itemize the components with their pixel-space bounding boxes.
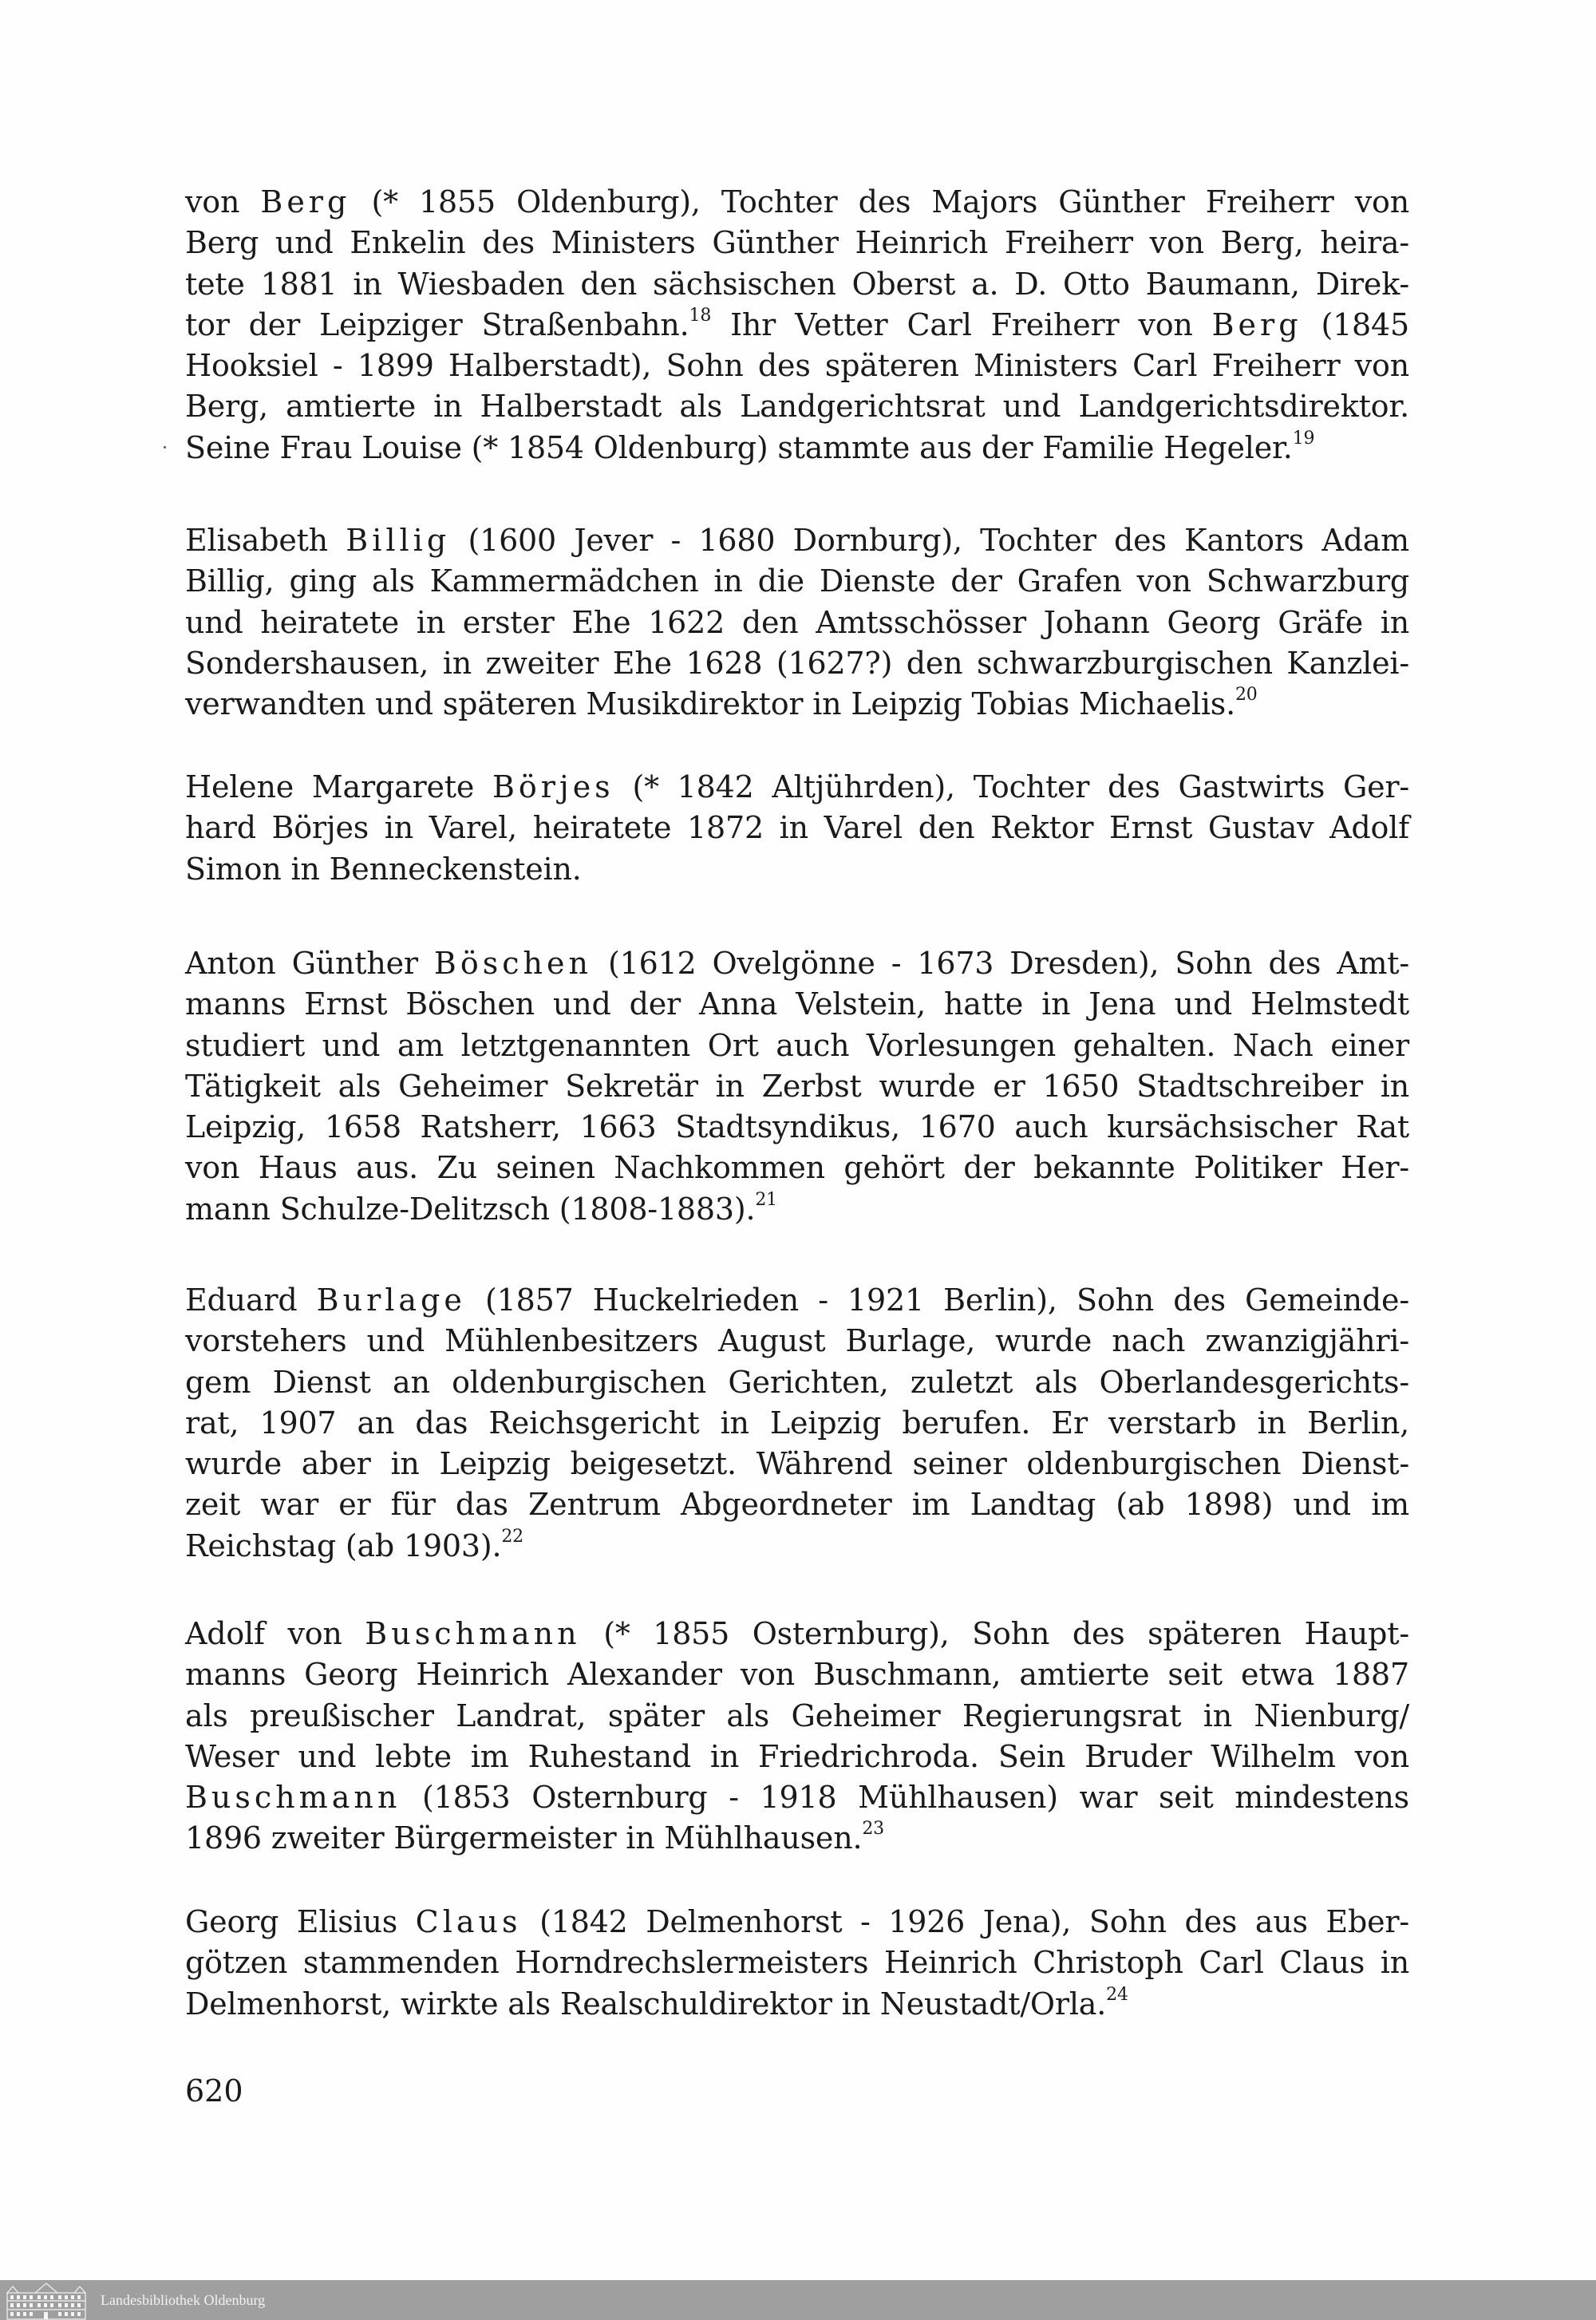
spaced-surname: Burlage: [316, 1283, 466, 1318]
text-line: Buschmann (1853 Osternburg - 1918 Mühlhausen) war seit mindestens: [185, 1780, 1409, 1816]
spaced-surname: Berg: [260, 184, 351, 219]
text-line: Berg und Enkelin des Ministers Günther Heinrich Freiherr von Berg, heira-: [185, 225, 1409, 261]
text-line: Tätigkeit als Geheimer Sekretär in Zerbst wurde er 1650 Stadtschreiber in: [185, 1068, 1409, 1104]
text-line: Berg, amtierte in Halberstadt als Landgerichtsrat und Landgerichtsdirektor.: [185, 389, 1409, 425]
text-line: manns Georg Heinrich Alexander von Buschmann, amtierte seit etwa 1887: [185, 1657, 1409, 1693]
text-line: Seine Frau Louise (* 1854 Oldenburg) stammte aus der Familie Hegeler.$^{19}$: [185, 428, 1315, 465]
entry-billig: [185, 520, 1409, 725]
text-line: Leipzig, 1658 Ratsherr, 1663 Stadtsyndikus, 1670 auch kursächsischer Rat: [185, 1109, 1409, 1145]
text-line: manns Ernst Böschen und der Anna Velstein, hatte in Jena und Helmstedt: [185, 986, 1409, 1022]
text-line: Simon in Benneckenstein.: [185, 851, 582, 887]
footnote-ref: 20: [1235, 685, 1258, 705]
spaced-surname: Billig: [346, 523, 451, 558]
text-line: Weser und lebte im Ruhestand in Friedrichroda. Sein Bruder Wilhelm von: [185, 1738, 1409, 1774]
text-line: tor der Leipziger Straßenbahn.$^{18}$ Ihr Vetter Carl Freiherr von Berg (1845: [185, 305, 1409, 342]
text-line: als preußischer Landrat, später als Geheimer Regierungsrat in Nienburg/: [185, 1698, 1409, 1733]
text-line: Elisabeth Billig (1600 Jever - 1680 Dornburg), Tochter des Kantors Adam: [185, 523, 1409, 558]
spaced-surname: Berg: [1211, 306, 1302, 342]
text-line: hard Börjes in Varel, heiratete 1872 in Varel den Rektor Ernst Gustav Adolf: [185, 810, 1409, 846]
page-number: 620: [185, 2073, 243, 2109]
text-line: von Haus aus. Zu seinen Nachkommen gehört der bekannte Politiker Her-: [185, 1150, 1409, 1186]
text-line: Delmenhorst, wirkte als Realschuldirektor in Neustadt/Orla.$^{24}$: [185, 1984, 1128, 2022]
entry-claus: [185, 1902, 1409, 2025]
spaced-surname: Buschmann: [365, 1616, 581, 1651]
text-line: Reichstag (ab 1903).$^{22}$: [185, 1526, 523, 1563]
text-line: verwandten und späteren Musikdirektor in Leipzig Tobias Michaelis.$^{20}$: [185, 685, 1258, 722]
scan-speck: [164, 446, 166, 449]
text-line: rat, 1907 an das Reichsgericht in Leipzig berufen. Er verstarb in Berlin,: [185, 1405, 1409, 1441]
footer-library-name: Landesbibliothek Oldenburg: [101, 2291, 266, 2308]
spaced-surname: Börjes: [492, 769, 614, 804]
text-line: zeit war er für das Zentrum Abgeordneter im Landtag (ab 1898) und im: [185, 1487, 1409, 1523]
footnote-ref: 23: [862, 1819, 884, 1840]
text-line: tete 1881 in Wiesbaden den sächsischen Oberst a. D. Otto Baumann, Direk-: [185, 266, 1409, 302]
entry-burlage: [185, 1280, 1409, 1567]
text-line: Georg Elisius Claus (1842 Delmenhorst - 1926 Jena), Sohn des aus Eber-: [185, 1904, 1409, 1939]
text-line: vorstehers und Mühlenbesitzers August Burlage, wurde nach zwanzigjähri-: [185, 1323, 1409, 1359]
text-line: Helene Margarete Börjes (* 1842 Altjührden), Tochter des Gastwirts Ger-: [185, 769, 1409, 804]
text-line: studiert und am letztgenannten Ort auch Vorlesungen gehalten. Nach einer: [185, 1027, 1409, 1063]
text-line: götzen stammenden Horndrechslermeisters Heinrich Christoph Carl Claus in: [185, 1945, 1409, 1981]
footnote-ref: 21: [755, 1189, 777, 1210]
text-line: und heiratete in erster Ehe 1622 den Amtsschösser Johann Georg Gräfe in: [185, 604, 1409, 640]
text-line: gem Dienst an oldenburgischen Gerichten, zuletzt als Oberlandesgerichts-: [185, 1364, 1409, 1400]
footnote-ref: 19: [1292, 428, 1315, 449]
text-line: Billig, ging als Kammermädchen in die Dienste der Grafen von Schwarzburg: [185, 563, 1409, 599]
text-line: von Berg (* 1855 Oldenburg), Tochter des Majors Günther Freiherr von: [185, 184, 1409, 219]
spaced-surname: Buschmann: [185, 1780, 401, 1816]
text-line: wurde aber in Leipzig beigesetzt. Während seiner oldenburgischen Dienst-: [185, 1446, 1409, 1482]
text-line: Anton Günther Böschen (1612 Ovelgönne - 1673 Dresden), Sohn des Amt-: [185, 946, 1409, 981]
spaced-surname: Claus: [415, 1904, 522, 1939]
entry-buschmann: [185, 1614, 1409, 1860]
library-building-icon: [5, 2282, 88, 2320]
text-line: Hooksiel - 1899 Halberstadt), Sohn des späteren Ministers Carl Freiherr von: [185, 348, 1409, 384]
entry-boerjes: [185, 767, 1409, 890]
footnote-ref: 18: [689, 305, 712, 326]
spaced-surname: Böschen: [433, 946, 592, 981]
footer-bar: [0, 2280, 1596, 2320]
footnote-ref: 24: [1106, 1984, 1128, 2005]
text-line: 1896 zweiter Bürgermeister in Mühlhausen.$^{23}$: [185, 1819, 884, 1856]
text-line: mann Schulze-Delitzsch (1808-1883).$^{21}$: [185, 1189, 777, 1227]
text-line: Adolf von Buschmann (* 1855 Osternburg), Sohn des späteren Haupt-: [185, 1616, 1410, 1651]
text-line: Sondershausen, in zweiter Ehe 1628 (1627?) den schwarzburgischen Kanzlei-: [185, 645, 1409, 681]
footnote-ref: 22: [501, 1526, 523, 1547]
entry-boeschen: [185, 943, 1409, 1230]
entry-berg: [185, 182, 1409, 468]
text-line: Eduard Burlage (1857 Huckelrieden - 1921 Berlin), Sohn des Gemeinde-: [185, 1283, 1409, 1318]
